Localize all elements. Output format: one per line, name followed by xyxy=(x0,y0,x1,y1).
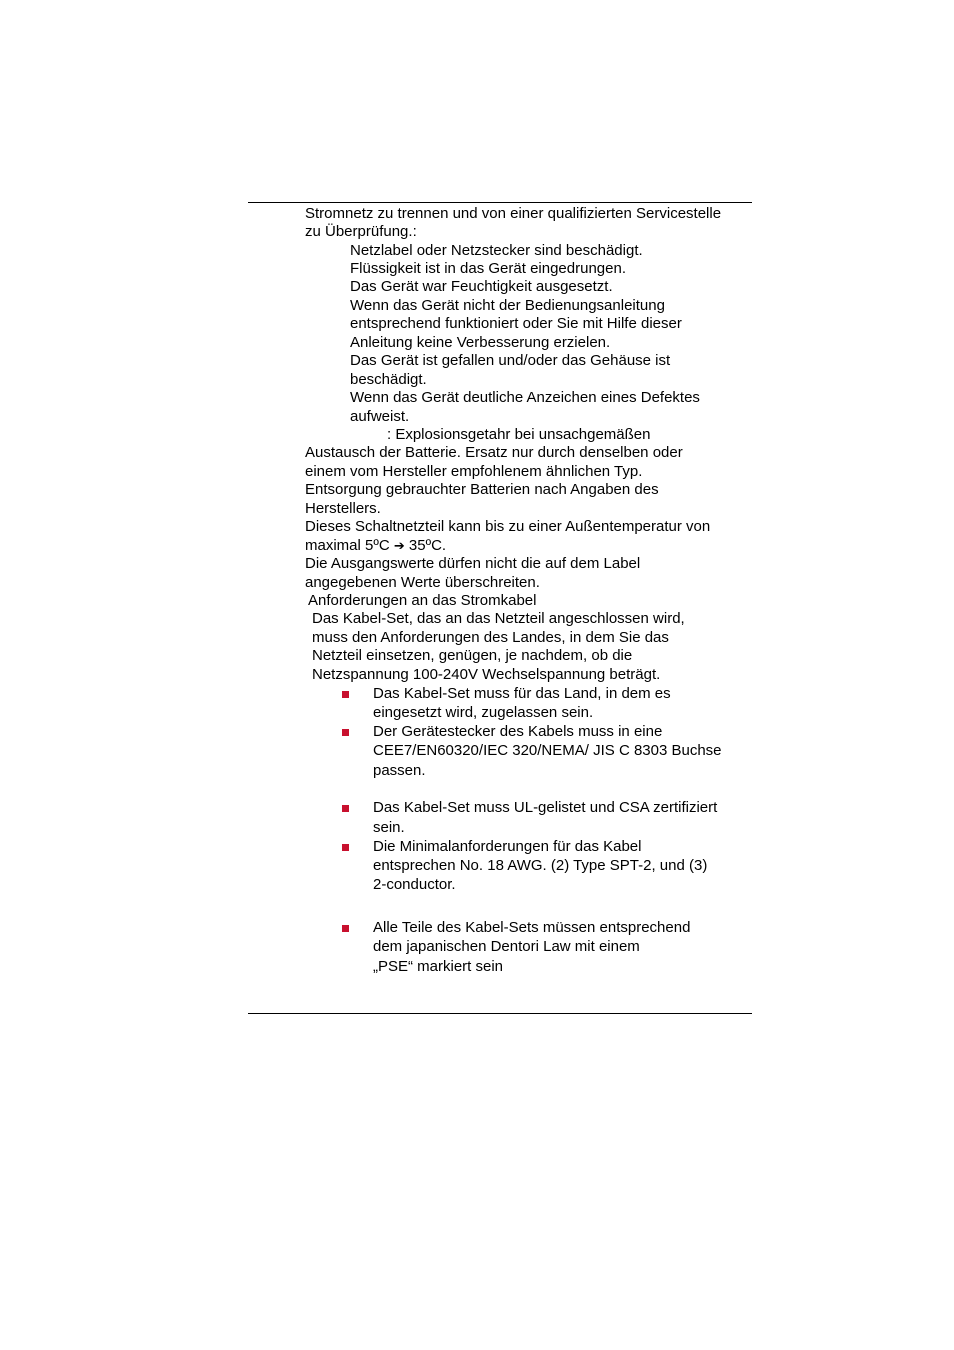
bottom-rule xyxy=(248,1013,752,1014)
bullet-text-line: Alle Teile des Kabel-Sets müssen entsprechend xyxy=(373,919,691,936)
condition-line: Wenn das Gerät deutliche Anzeichen eines Defektes xyxy=(350,389,700,406)
condition-line: Flüssigkeit ist in das Gerät eingedrungen. xyxy=(350,260,626,277)
condition-line: aufweist. xyxy=(350,408,410,425)
square-bullet-icon xyxy=(342,805,349,812)
temperature-line-2 xyxy=(305,537,446,556)
condition-line: Anleitung keine Verbesserung erzielen. xyxy=(350,334,611,351)
bullet-text-line: sein. xyxy=(373,819,405,836)
condition-line: Das Gerät ist gefallen und/oder das Gehäuse ist xyxy=(350,352,671,369)
square-bullet-icon xyxy=(342,925,349,932)
bullet-text-line: CEE7/EN60320/IEC 320/NEMA/ JIS C 8303 Buchse xyxy=(373,742,722,759)
bullet-text-line: entsprechen No. 18 AWG. (2) Type SPT-2, und (3) xyxy=(373,857,708,874)
bullet-text-line: 2-conductor. xyxy=(373,876,456,893)
output-line: angegebenen Werte überschreiten. xyxy=(305,574,540,591)
bullet-text-line: Das Kabel-Set muss für das Land, in dem es xyxy=(373,685,671,702)
battery-warning-line: Herstellers. xyxy=(305,500,381,517)
battery-warning-line: einem vom Hersteller empfohlenem ähnlichen Typ. xyxy=(305,463,643,480)
intro-line-1: Stromnetz zu trennen und von einer qualifizierten Servicestelle xyxy=(305,205,722,222)
temperature-max: 35ºC. xyxy=(408,537,447,554)
intro-line-2: zu Überprüfung.: xyxy=(305,223,417,240)
condition-line: beschädigt. xyxy=(350,371,427,388)
bullet-text-line: „PSE“ markiert sein xyxy=(373,958,504,975)
bullet-text-line: Der Gerätestecker des Kabels muss in eine xyxy=(373,723,663,740)
square-bullet-icon xyxy=(342,729,349,736)
arrow-right-icon: ➔ xyxy=(393,539,405,554)
output-line: Die Ausgangswerte dürfen nicht die auf dem Label xyxy=(305,555,641,572)
condition-line: entsprechend funktioniert oder Sie mit Hilfe dieser xyxy=(350,315,682,332)
square-bullet-icon xyxy=(342,691,349,698)
top-rule xyxy=(248,202,752,203)
cable-paragraph-line: Netzspannung 100-240V Wechselspannung beträgt. xyxy=(312,666,661,683)
cable-paragraph-line: Netzteil einsetzen, genügen, je nachdem, ob die xyxy=(312,647,633,664)
temperature-min: maximal 5ºC xyxy=(305,537,390,554)
condition-line: Wenn das Gerät nicht der Bedienungsanleitung xyxy=(350,297,665,314)
condition-line: Netzlabel oder Netzstecker sind beschädigt. xyxy=(350,242,643,259)
battery-warning-line: : Explosionsgetahr bei unsachgemäßen xyxy=(387,426,651,443)
temperature-line-1: Dieses Schaltnetzteil kann bis zu einer Außentemperatur von xyxy=(305,518,711,535)
square-bullet-icon xyxy=(342,844,349,851)
battery-warning-line: Austausch der Batterie. Ersatz nur durch denselben oder xyxy=(305,444,683,461)
bullet-text-line: Die Minimalanforderungen für das Kabel xyxy=(373,838,642,855)
cable-heading: Anforderungen an das Stromkabel xyxy=(308,592,537,609)
bullet-text-line: eingesetzt wird, zugelassen sein. xyxy=(373,704,594,721)
cable-paragraph-line: muss den Anforderungen des Landes, in dem Sie das xyxy=(312,629,669,646)
bullet-text-line: Das Kabel-Set muss UL-gelistet und CSA zertifiziert xyxy=(373,799,718,816)
battery-warning-line: Entsorgung gebrauchter Batterien nach Angaben des xyxy=(305,481,659,498)
bullet-text-line: passen. xyxy=(373,762,426,779)
condition-line: Das Gerät war Feuchtigkeit ausgesetzt. xyxy=(350,278,613,295)
cable-paragraph-line: Das Kabel-Set, das an das Netzteil angeschlossen wird, xyxy=(312,610,685,627)
bullet-text-line: dem japanischen Dentori Law mit einem xyxy=(373,938,640,955)
